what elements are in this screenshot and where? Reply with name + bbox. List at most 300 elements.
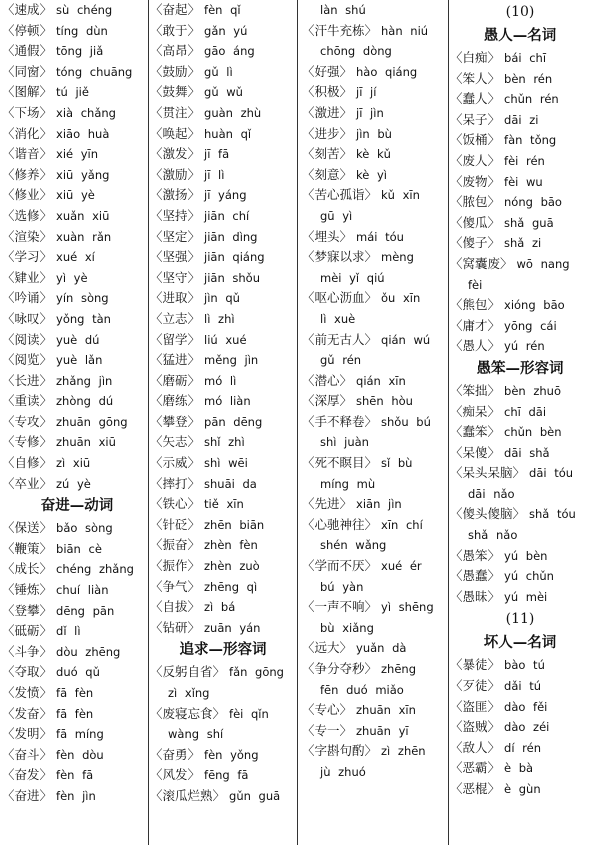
dictionary-entry bbox=[2, 601, 152, 622]
dictionary-entry bbox=[2, 745, 152, 766]
entry-pinyin: jī jí bbox=[356, 85, 377, 100]
entry-continuation bbox=[302, 474, 448, 495]
entry-pinyin: zhēng bbox=[381, 662, 417, 676]
dictionary-entry bbox=[450, 110, 590, 131]
dictionary-entry bbox=[2, 621, 152, 642]
entry-word: 〈饭桶〉 bbox=[450, 132, 501, 148]
entry-pinyin: zú yè bbox=[56, 476, 91, 491]
dictionary-entry bbox=[150, 247, 296, 268]
dictionary-entry bbox=[2, 765, 152, 786]
dictionary-entry bbox=[2, 432, 152, 453]
dictionary-entry bbox=[450, 130, 590, 151]
dictionary-entry bbox=[302, 412, 448, 433]
entry-pinyin: fèi rén bbox=[504, 153, 545, 168]
entry-word: 〈歹徒〉 bbox=[450, 678, 501, 694]
dictionary-entry bbox=[2, 662, 152, 683]
dictionary-entry bbox=[2, 453, 152, 474]
entry-pinyin: jù zhuó bbox=[320, 764, 366, 779]
entry-word: 〈钻研〉 bbox=[150, 619, 201, 635]
entry-pinyin: zuān yán bbox=[204, 620, 261, 635]
dictionary-entry bbox=[2, 21, 152, 42]
entry-pinyin: yú bèn bbox=[504, 548, 548, 563]
entry-word: 〈针砭〉 bbox=[150, 516, 201, 532]
entry-word: 〈深厚〉 bbox=[302, 393, 353, 409]
dictionary-entry bbox=[302, 556, 448, 577]
dictionary-entry bbox=[150, 786, 296, 807]
entry-pinyin: gǔ lì bbox=[204, 64, 233, 79]
entry-continuation bbox=[302, 268, 448, 289]
entry-pinyin: jiān chí bbox=[204, 208, 250, 223]
entry-pinyin: dǎi tú bbox=[504, 679, 542, 694]
dictionary-entry bbox=[2, 0, 152, 21]
entry-word: 〈滚瓜烂熟〉 bbox=[150, 787, 226, 803]
entry-word: 〈暴徒〉 bbox=[450, 657, 501, 673]
dictionary-entry bbox=[2, 165, 152, 186]
entry-word: 〈发奋〉 bbox=[2, 705, 53, 721]
entry-word: 〈唤起〉 bbox=[150, 125, 201, 141]
entry-word: 〈修业〉 bbox=[2, 187, 53, 203]
entry-pinyin: chī dāi bbox=[504, 404, 547, 419]
dictionary-entry bbox=[302, 371, 448, 392]
entry-word: 〈振奋〉 bbox=[150, 537, 201, 553]
entry-word: 〈专修〉 bbox=[2, 434, 53, 450]
entry-word: 〈夺取〉 bbox=[2, 664, 53, 680]
dictionary-entry bbox=[150, 41, 296, 62]
entry-pinyin: yú rén bbox=[504, 339, 545, 354]
dictionary-entry bbox=[150, 206, 296, 227]
entry-pinyin: fèn qǐ bbox=[204, 3, 241, 17]
entry-word: 〈重读〉 bbox=[2, 393, 53, 409]
entry-pinyin: chuí liàn bbox=[56, 583, 109, 598]
entry-word: 〈梦寐以求〉 bbox=[302, 249, 378, 265]
entry-pinyin: gāo áng bbox=[204, 44, 255, 59]
entry-word: 〈激进〉 bbox=[302, 104, 353, 120]
entry-pinyin: fā fèn bbox=[56, 686, 94, 700]
entry-pinyin: fèn dòu bbox=[56, 747, 104, 762]
entry-word: 〈盗匪〉 bbox=[450, 698, 501, 714]
dictionary-entry bbox=[2, 206, 152, 227]
entry-pinyin: gǔ rén bbox=[320, 353, 362, 368]
entry-pinyin: chéng zhǎng bbox=[56, 562, 134, 577]
entry-pinyin: yín sòng bbox=[56, 291, 109, 306]
dictionary-entry bbox=[450, 381, 590, 402]
dictionary-entry bbox=[2, 580, 152, 601]
entry-pinyin: mái tóu bbox=[356, 229, 404, 244]
dictionary-entry bbox=[150, 556, 296, 577]
entry-word: 〈激扬〉 bbox=[150, 187, 201, 203]
dictionary-entry bbox=[2, 412, 152, 433]
dictionary-entry bbox=[450, 758, 590, 779]
entry-word: 〈长进〉 bbox=[2, 372, 53, 388]
entry-word: 〈呆子〉 bbox=[450, 111, 501, 127]
entry-word: 〈争气〉 bbox=[150, 578, 201, 594]
entry-word: 〈愚人〉 bbox=[450, 338, 501, 354]
entry-pinyin: yuǎn dà bbox=[356, 641, 407, 656]
dictionary-entry bbox=[450, 336, 590, 357]
entry-pinyin: huàn qǐ bbox=[204, 126, 252, 141]
entry-pinyin: yú mèi bbox=[504, 589, 548, 604]
dictionary-entry bbox=[150, 391, 296, 412]
entry-pinyin: jiān qiáng bbox=[204, 250, 265, 265]
entry-word: 〈磨练〉 bbox=[150, 393, 201, 409]
dictionary-entry bbox=[150, 350, 296, 371]
section-heading: 愚笨—形容词 bbox=[476, 360, 564, 377]
entry-pinyin: dāi nǎo bbox=[468, 486, 515, 501]
entry-pinyin: fā fèn bbox=[56, 706, 94, 721]
entry-word: 〈傻子〉 bbox=[450, 235, 501, 251]
dictionary-entry bbox=[2, 786, 152, 807]
entry-pinyin: shǐ zhì bbox=[204, 435, 245, 450]
dictionary-entry bbox=[150, 309, 296, 330]
entry-pinyin: zì zhēn bbox=[381, 744, 426, 759]
entry-word: 〈修养〉 bbox=[2, 166, 53, 182]
dictionary-entry bbox=[450, 89, 590, 110]
dictionary-entry bbox=[450, 422, 590, 443]
entry-pinyin: fā míng bbox=[56, 727, 104, 742]
entry-pinyin: shuāi da bbox=[204, 476, 257, 491]
entry-pinyin: yōng cái bbox=[504, 318, 557, 333]
dictionary-entry bbox=[450, 213, 590, 234]
entry-word: 〈先进〉 bbox=[302, 496, 353, 512]
entry-pinyin: dào zéi bbox=[504, 720, 550, 735]
entry-pinyin: kè yì bbox=[356, 167, 387, 182]
entry-word: 〈愚笨〉 bbox=[450, 547, 501, 563]
entry-word: 〈同窗〉 bbox=[2, 63, 53, 79]
dictionary-entry bbox=[450, 779, 590, 800]
dictionary-entry bbox=[302, 700, 448, 721]
entry-word: 〈前无古人〉 bbox=[302, 331, 378, 347]
entry-word: 〈斗争〉 bbox=[2, 643, 53, 659]
entry-pinyin: wàng shí bbox=[168, 727, 224, 742]
entry-pinyin: chǔn bèn bbox=[504, 425, 562, 440]
entry-word: 〈立志〉 bbox=[150, 310, 201, 326]
entry-pinyin: duó qǔ bbox=[56, 665, 100, 680]
entry-pinyin: qián xīn bbox=[356, 373, 406, 388]
entry-pinyin: jī lì bbox=[204, 167, 225, 182]
entry-pinyin: gǔn guā bbox=[229, 788, 281, 803]
entry-pinyin: mó lì bbox=[204, 373, 237, 388]
dictionary-entry bbox=[450, 655, 590, 676]
entry-pinyin: tiě xīn bbox=[204, 497, 244, 512]
entry-pinyin: làn shú bbox=[320, 3, 366, 17]
dictionary-entry bbox=[150, 453, 296, 474]
entry-pinyin: mó liàn bbox=[204, 394, 251, 409]
entry-word: 〈白痴〉 bbox=[450, 50, 501, 65]
dictionary-entry bbox=[150, 662, 296, 683]
entry-word: 〈心驰神往〉 bbox=[302, 516, 378, 532]
dictionary-entry bbox=[2, 474, 152, 495]
entry-word: 〈自修〉 bbox=[2, 455, 53, 471]
entry-pinyin: hàn niú bbox=[381, 23, 429, 38]
entry-word: 〈发愤〉 bbox=[2, 685, 53, 700]
entry-word: 〈进取〉 bbox=[150, 290, 201, 306]
entry-continuation bbox=[302, 432, 448, 453]
entry-pinyin: bǎo sòng bbox=[56, 521, 113, 536]
entry-word: 〈坚定〉 bbox=[150, 228, 201, 244]
dictionary-entry bbox=[450, 172, 590, 193]
entry-pinyin: xué ér bbox=[381, 559, 422, 574]
entry-pinyin: yú chǔn bbox=[504, 569, 554, 584]
entry-pinyin: zhèn fèn bbox=[204, 538, 258, 553]
entry-pinyin: shǎ tóu bbox=[529, 507, 576, 522]
dictionary-entry bbox=[450, 48, 590, 69]
entry-pinyin: tóng chuāng bbox=[56, 64, 133, 79]
entry-pinyin: jìn bù bbox=[356, 126, 392, 141]
dictionary-entry bbox=[150, 21, 296, 42]
dictionary-entry bbox=[150, 124, 296, 145]
entry-pinyin: pān dēng bbox=[204, 414, 263, 429]
entry-word: 〈脓包〉 bbox=[450, 194, 501, 210]
entry-word: 〈傻头傻脑〉 bbox=[450, 506, 526, 522]
entry-pinyin: yǒng tàn bbox=[56, 311, 111, 326]
dictionary-entry bbox=[450, 587, 590, 608]
dictionary-entry bbox=[150, 165, 296, 186]
dictionary-entry bbox=[302, 144, 448, 165]
entry-pinyin: è gùn bbox=[504, 782, 541, 796]
dictionary-entry bbox=[302, 185, 448, 206]
entry-word: 〈愚昧〉 bbox=[450, 588, 501, 604]
dictionary-entry bbox=[450, 676, 590, 697]
dictionary-entry bbox=[302, 721, 448, 742]
entry-word: 〈反躬自省〉 bbox=[150, 664, 226, 680]
entry-pinyin: shēn hòu bbox=[356, 394, 413, 409]
entry-pinyin: shén wǎng bbox=[320, 538, 387, 553]
dictionary-entry bbox=[2, 371, 152, 392]
entry-pinyin: bái chī bbox=[504, 51, 547, 65]
entry-pinyin: yuè lǎn bbox=[56, 353, 103, 368]
dictionary-entry bbox=[150, 82, 296, 103]
entry-word: 〈坚持〉 bbox=[150, 207, 201, 223]
section-heading: 坏人—名词 bbox=[483, 635, 557, 652]
entry-pinyin: fēn duó miǎo bbox=[320, 682, 404, 697]
dictionary-entry bbox=[150, 432, 296, 453]
entry-word: 〈鼓励〉 bbox=[150, 63, 201, 79]
entry-pinyin: kǔ xīn bbox=[381, 188, 420, 203]
entry-word: 〈潜心〉 bbox=[302, 372, 353, 388]
section-heading: 愚人—名词 bbox=[483, 28, 557, 44]
entry-pinyin: zhuān gōng bbox=[56, 414, 128, 429]
entry-word: 〈笨拙〉 bbox=[450, 382, 501, 398]
entry-word: 〈振作〉 bbox=[150, 558, 201, 574]
column-1 bbox=[2, 0, 152, 807]
dictionary-entry bbox=[2, 288, 152, 309]
dictionary-entry bbox=[450, 151, 590, 172]
entry-pinyin: fèi bbox=[468, 277, 483, 292]
entry-pinyin: bèn zhuō bbox=[504, 383, 561, 398]
entry-word: 〈呆傻〉 bbox=[450, 444, 501, 460]
entry-word: 〈专一〉 bbox=[302, 722, 353, 738]
entry-pinyin: xiū yè bbox=[56, 188, 95, 203]
entry-pinyin: qián wú bbox=[381, 332, 431, 347]
entry-word: 〈奋发〉 bbox=[2, 767, 53, 783]
dictionary-entry bbox=[450, 717, 590, 738]
entry-pinyin: jiān shǒu bbox=[204, 270, 261, 285]
dictionary-entry bbox=[2, 391, 152, 412]
entry-word: 〈废人〉 bbox=[450, 152, 501, 168]
entry-word: 〈图解〉 bbox=[2, 84, 53, 100]
entry-continuation bbox=[450, 275, 590, 296]
entry-word: 〈登攀〉 bbox=[2, 602, 53, 618]
column-divider bbox=[148, 0, 149, 845]
dictionary-entry bbox=[150, 577, 296, 598]
entry-pinyin: biān cè bbox=[56, 541, 102, 556]
dictionary-entry bbox=[302, 330, 448, 351]
dictionary-entry bbox=[2, 539, 152, 560]
entry-word: 〈手不释卷〉 bbox=[302, 413, 378, 429]
dictionary-entry bbox=[302, 21, 448, 42]
entry-word: 〈恶棍〉 bbox=[450, 781, 501, 796]
entry-pinyin: bú yàn bbox=[320, 579, 364, 594]
dictionary-entry bbox=[150, 144, 296, 165]
dictionary-entry bbox=[450, 402, 590, 423]
entry-word: 〈选修〉 bbox=[2, 207, 53, 223]
dictionary-entry bbox=[450, 192, 590, 213]
entry-word: 〈磨砺〉 bbox=[150, 372, 201, 388]
entry-pinyin: dēng pān bbox=[56, 603, 115, 618]
entry-pinyin: míng mù bbox=[320, 476, 376, 491]
entry-continuation bbox=[302, 577, 448, 598]
column-3 bbox=[302, 0, 448, 783]
entry-pinyin: fèn yǒng bbox=[204, 747, 259, 762]
entry-pinyin: fèn jìn bbox=[56, 788, 96, 803]
entry-pinyin: liú xué bbox=[204, 332, 247, 347]
entry-pinyin: zhuān xiū bbox=[56, 435, 116, 450]
entry-word: 〈摔打〉 bbox=[150, 475, 201, 491]
dictionary-entry bbox=[150, 288, 296, 309]
dictionary-entry bbox=[150, 330, 296, 351]
entry-word: 〈谐音〉 bbox=[2, 146, 53, 162]
entry-pinyin: mèi yǐ qiú bbox=[320, 270, 385, 285]
entry-word: 〈锤炼〉 bbox=[2, 582, 53, 598]
dictionary-entry bbox=[150, 618, 296, 639]
entry-pinyin: bào tú bbox=[504, 658, 545, 673]
dictionary-entry bbox=[302, 638, 448, 659]
dictionary-entry bbox=[150, 0, 296, 21]
entry-pinyin: dāi zi bbox=[504, 112, 539, 127]
entry-pinyin: yì shēng bbox=[381, 600, 434, 615]
entry-pinyin: jī jìn bbox=[356, 105, 384, 120]
entry-word: 〈渲染〉 bbox=[2, 228, 53, 244]
entry-pinyin: jī fā bbox=[204, 147, 230, 162]
entry-pinyin: mèng bbox=[381, 250, 414, 265]
dictionary-entry bbox=[150, 597, 296, 618]
dictionary-entry bbox=[302, 227, 448, 248]
entry-word: 〈争分夺秒〉 bbox=[302, 661, 378, 676]
entry-word: 〈敌人〉 bbox=[450, 739, 501, 755]
entry-word: 〈肄业〉 bbox=[2, 269, 53, 285]
dictionary-entry bbox=[2, 247, 152, 268]
dictionary-entry bbox=[450, 738, 590, 759]
entry-word: 〈好强〉 bbox=[302, 63, 353, 79]
entry-word: 〈专攻〉 bbox=[2, 413, 53, 429]
entry-word: 〈坚守〉 bbox=[150, 269, 201, 285]
entry-pinyin: chōng dòng bbox=[320, 44, 392, 59]
entry-word: 〈学而不厌〉 bbox=[302, 558, 378, 574]
entry-pinyin: zì xǐng bbox=[168, 686, 210, 700]
entry-word: 〈呕心沥血〉 bbox=[302, 290, 378, 306]
entry-pinyin: fēng fā bbox=[204, 768, 249, 783]
entry-pinyin: lì xuè bbox=[320, 311, 356, 326]
entry-continuation bbox=[150, 724, 296, 745]
dictionary-entry bbox=[150, 371, 296, 392]
entry-pinyin: bù xiǎng bbox=[320, 620, 374, 635]
entry-word: 〈激发〉 bbox=[150, 146, 201, 162]
entry-word: 〈埋头〉 bbox=[302, 228, 353, 244]
dictionary-entry bbox=[450, 69, 590, 90]
entry-pinyin: dāi tóu bbox=[529, 466, 574, 481]
entry-word: 〈苦心孤诣〉 bbox=[302, 187, 378, 203]
entry-pinyin: tíng dùn bbox=[56, 23, 108, 38]
entry-word: 〈猛进〉 bbox=[150, 352, 201, 368]
entry-word: 〈傻瓜〉 bbox=[450, 214, 501, 230]
entry-word: 〈贯注〉 bbox=[150, 104, 201, 120]
dictionary-entry bbox=[2, 309, 152, 330]
entry-pinyin: è bà bbox=[504, 761, 534, 776]
entry-word: 〈远大〉 bbox=[302, 640, 353, 656]
entry-continuation bbox=[302, 309, 448, 330]
entry-pinyin: zhòng dú bbox=[56, 394, 114, 409]
entry-word: 〈消化〉 bbox=[2, 125, 53, 141]
entry-pinyin: zì xiū bbox=[56, 456, 91, 471]
dictionary-entry bbox=[302, 597, 448, 618]
dictionary-entry bbox=[2, 704, 152, 725]
entry-word: 〈高昂〉 bbox=[150, 43, 201, 59]
dictionary-entry bbox=[302, 124, 448, 145]
entry-pinyin: dāi shǎ bbox=[504, 445, 550, 460]
entry-word: 〈阅读〉 bbox=[2, 331, 53, 347]
entry-word: 〈砥砺〉 bbox=[2, 623, 53, 639]
dictionary-entry bbox=[302, 103, 448, 124]
entry-pinyin: zì bá bbox=[204, 600, 236, 615]
entry-continuation bbox=[302, 41, 448, 62]
entry-pinyin: jī yáng bbox=[204, 188, 247, 203]
entry-word: 〈一声不响〉 bbox=[302, 599, 378, 615]
dictionary-entry bbox=[150, 494, 296, 515]
dictionary-entry bbox=[150, 268, 296, 289]
dictionary-entry bbox=[2, 227, 152, 248]
entry-word: 〈发明〉 bbox=[2, 726, 53, 742]
entry-pinyin: fèi wu bbox=[504, 174, 543, 189]
entry-word: 〈吟诵〉 bbox=[2, 290, 53, 306]
entry-pinyin: shǒu bú bbox=[381, 414, 431, 429]
dictionary-entry bbox=[302, 515, 448, 536]
entry-word: 〈汗牛充栋〉 bbox=[302, 22, 378, 38]
entry-word: 〈矢志〉 bbox=[150, 434, 201, 450]
entry-word: 〈废物〉 bbox=[450, 173, 501, 189]
entry-word: 〈刻意〉 bbox=[302, 166, 353, 182]
dictionary-entry bbox=[2, 144, 152, 165]
dictionary-entry bbox=[450, 697, 590, 718]
dictionary-entry bbox=[302, 659, 448, 680]
dictionary-entry bbox=[450, 463, 590, 484]
entry-pinyin: zhǎng jìn bbox=[56, 373, 113, 388]
dictionary-entry bbox=[450, 295, 590, 316]
entry-pinyin: guàn zhù bbox=[204, 105, 262, 120]
dictionary-entry bbox=[450, 254, 590, 275]
entry-pinyin: tú jiě bbox=[56, 85, 89, 100]
dictionary-entry bbox=[2, 185, 152, 206]
dictionary-entry bbox=[150, 745, 296, 766]
entry-word: 〈风发〉 bbox=[150, 767, 201, 783]
entry-pinyin: xiū yǎng bbox=[56, 167, 110, 182]
entry-word: 〈蠢人〉 bbox=[450, 91, 501, 107]
entry-continuation bbox=[302, 206, 448, 227]
entry-continuation bbox=[302, 680, 448, 701]
entry-pinyin: jiān dìng bbox=[204, 229, 258, 244]
entry-pinyin: dào fěi bbox=[504, 699, 548, 714]
entry-word: 〈速成〉 bbox=[2, 2, 53, 17]
entry-pinyin: zhuān yī bbox=[356, 723, 409, 738]
